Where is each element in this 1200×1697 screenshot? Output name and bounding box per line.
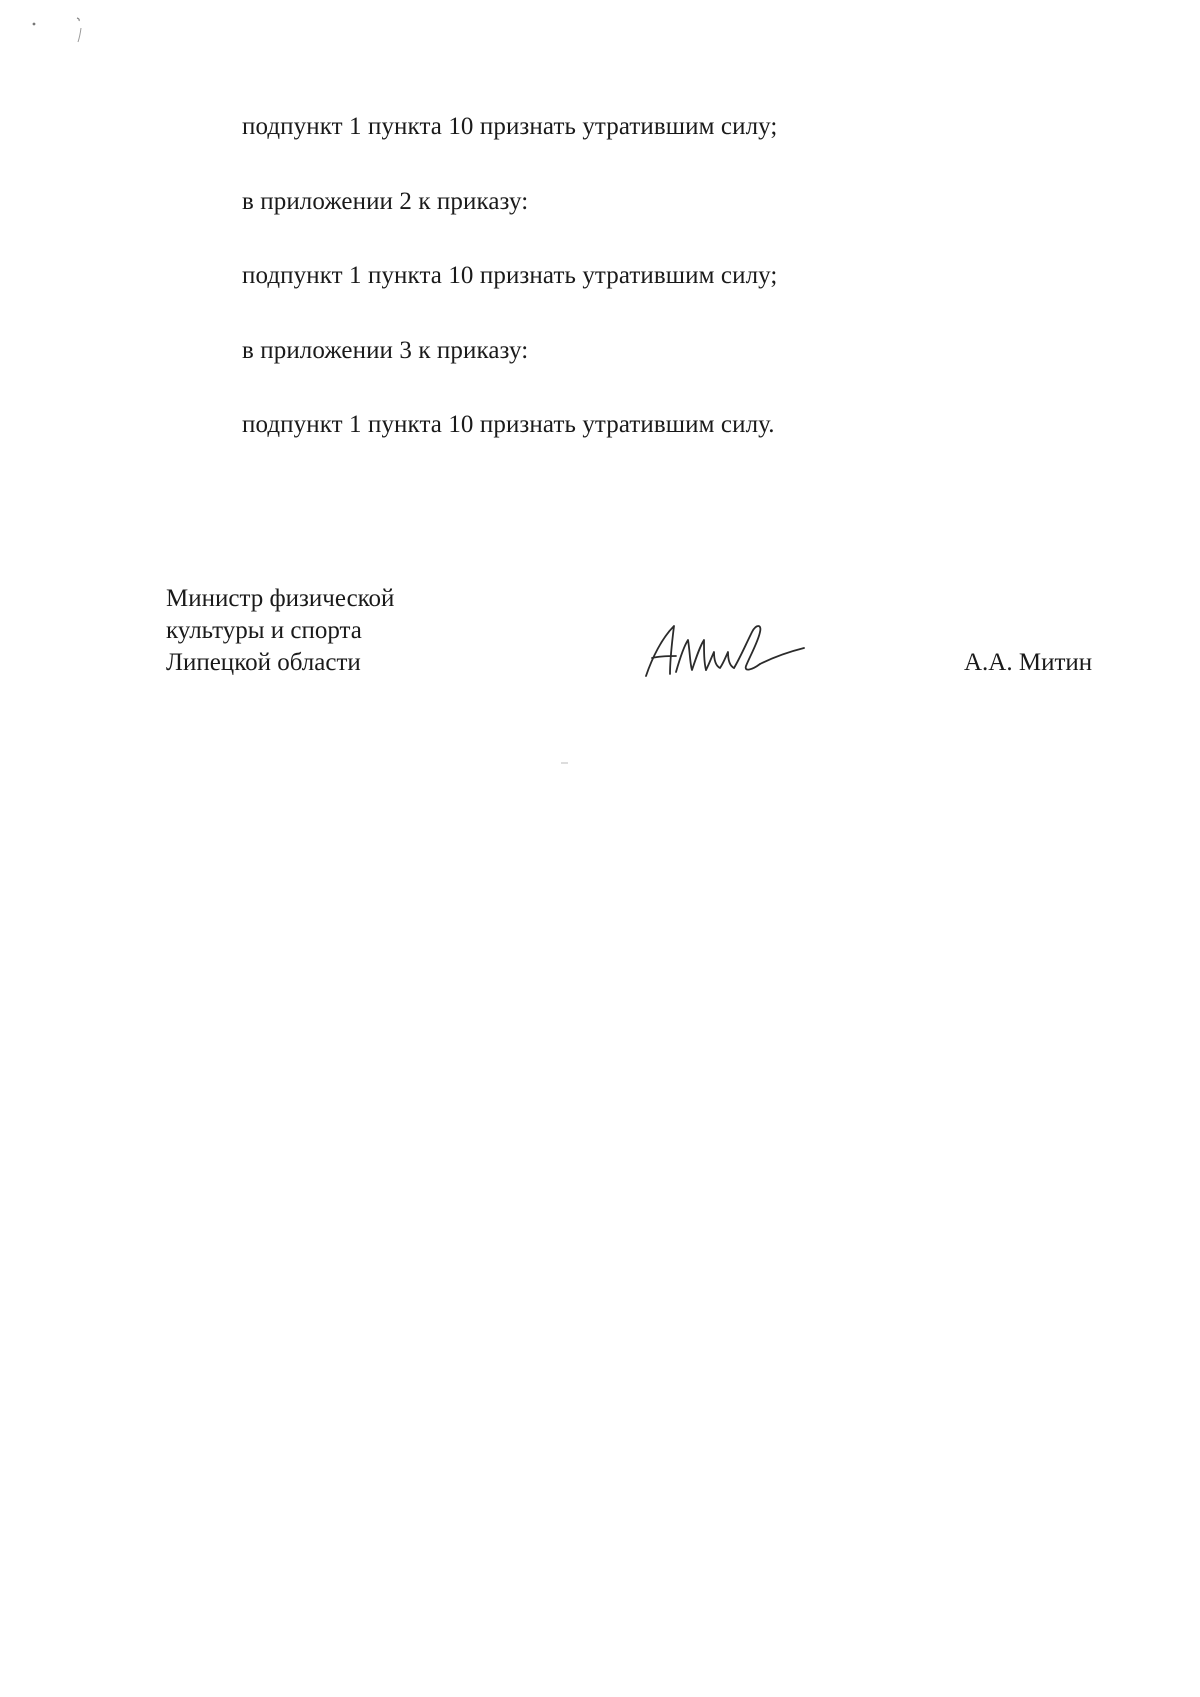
scan-speck-icon xyxy=(560,760,570,766)
paragraph-2: в приложении 2 к приказу: xyxy=(242,188,529,215)
signer-position-line-3: Липецкой области xyxy=(166,649,361,676)
paragraph-5: подпункт 1 пункта 10 признать утратившим силу. xyxy=(242,411,775,438)
paragraph-1: подпункт 1 пункта 10 признать утратившим силу; xyxy=(242,113,778,140)
signer-position xyxy=(166,583,394,679)
paragraph-4: в приложении 3 к приказу: xyxy=(242,337,529,364)
scan-artifact-icon xyxy=(28,14,98,54)
signer-position-line-1: Министр физической xyxy=(166,585,395,612)
signer-name: А.А. Митин xyxy=(964,649,1093,676)
handwritten-signature-icon xyxy=(640,618,810,682)
signer-position-line-2: культуры и спорта xyxy=(166,617,362,644)
paragraph-3: подпункт 1 пункта 10 признать утратившим силу; xyxy=(242,262,778,289)
